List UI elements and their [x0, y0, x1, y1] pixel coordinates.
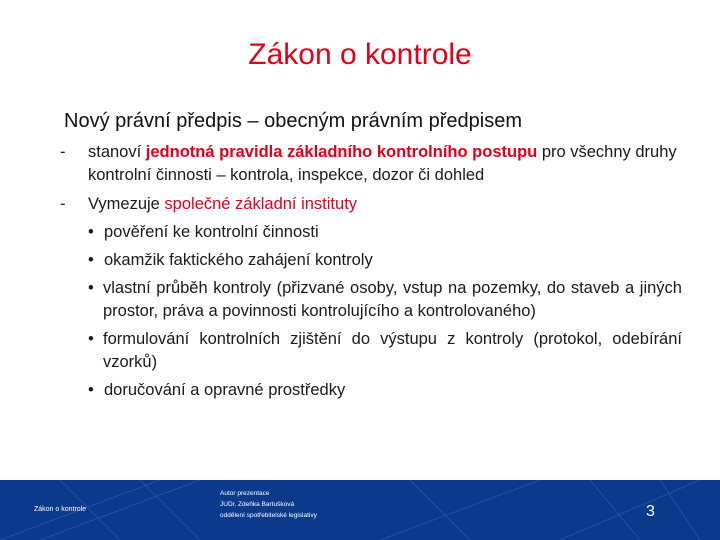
footer-decoration-lines	[0, 480, 720, 540]
author-line: oddělení spotřebitelské legislativy	[220, 512, 317, 519]
bullet-text: doručování a opravné prostředky	[104, 381, 346, 399]
dash2-pre: Vymezuje	[88, 195, 165, 213]
dash-marker: -	[60, 195, 66, 213]
decor-line	[380, 480, 540, 540]
slide-title: Zákon o kontrole	[248, 38, 472, 71]
bullet-marker: •	[88, 381, 94, 399]
dash1-pre: stanoví	[88, 143, 146, 161]
dash2-highlight: společné základní instituty	[164, 195, 358, 213]
page-number: 3	[646, 503, 655, 520]
decor-line	[590, 480, 640, 540]
bullet-text: okamžik faktického zahájení kontroly	[104, 251, 373, 269]
slide-content	[60, 141, 682, 402]
list-item	[60, 249, 682, 272]
footer-label: Zákon o kontrole	[34, 506, 87, 513]
bullet-text: formulování kontrolních zjištění do výstupu z kontroly (protokol, odebírání vzorků)	[103, 330, 682, 371]
decor-line	[140, 480, 200, 540]
list-item	[60, 277, 682, 323]
bullet-marker: •	[88, 251, 94, 269]
slide-subtitle: Nový právní předpis – obecným právním předpisem	[64, 110, 522, 132]
decor-line	[560, 480, 700, 540]
author-line: JUDr. Zdeňka Bartušková	[220, 501, 295, 508]
list-item	[60, 221, 682, 244]
bullet-text: pověření ke kontrolní činnosti	[104, 223, 319, 241]
bullet-marker: •	[88, 223, 94, 241]
footer-author	[220, 488, 317, 521]
bullet-text: vlastní průběh kontroly (přizvané osoby, vstup na pozemky, do staveb a jiných prostor, práva a povinnosti kontrolujícího a kontrolovaného)	[103, 279, 682, 320]
dash-item-rules	[60, 141, 682, 187]
bullet-marker: •	[88, 330, 94, 348]
dash-marker: -	[60, 143, 66, 161]
author-line: Autor prezentace	[220, 490, 270, 497]
list-item	[60, 328, 682, 374]
list-item	[60, 379, 682, 402]
footer-bar	[0, 480, 720, 540]
bullet-marker: •	[88, 279, 94, 297]
dash1-post: pro všechny druhy kontrolní činnosti – kontrola, inspekce, dozor či dohled	[88, 143, 677, 184]
dash1-highlight: jednotná pravidla základního kontrolního postupu	[145, 143, 538, 161]
dash-item-institutes	[60, 193, 682, 216]
